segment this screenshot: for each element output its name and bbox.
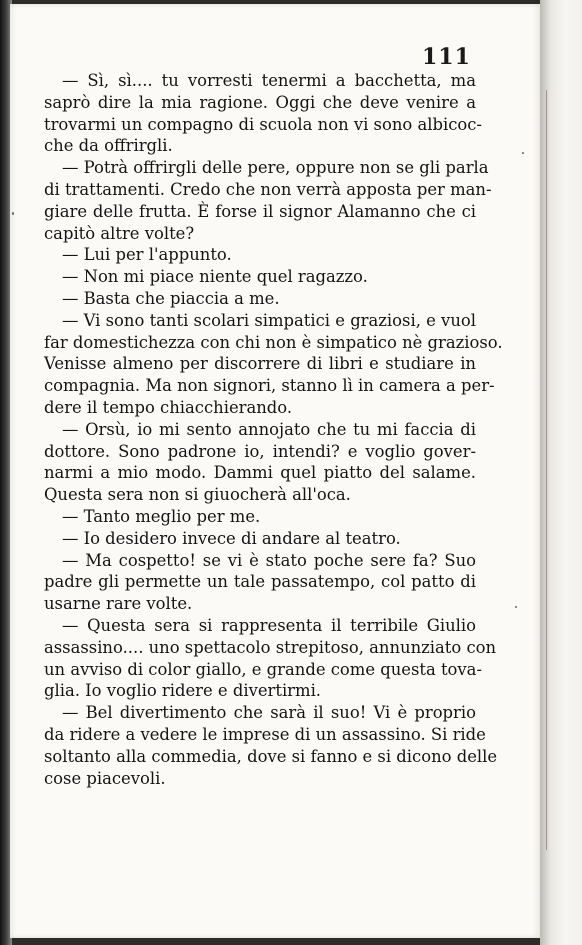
text-line: — Orsù, io mi sento annojato che tu mi faccia di [62, 419, 476, 439]
text-line: un avviso di color giallo, e grande come questa tova- [44, 659, 482, 679]
text-line: saprò dire la mia ragione. Oggi che deve venire a [44, 92, 476, 112]
text-line: usarne rare volte. [44, 594, 193, 614]
text-line: — Bel divertimento che sarà il suo! Vi è proprio [62, 703, 476, 723]
text-line: di trattamenti. Credo che non verrà apposta per man- [44, 179, 492, 199]
text-line: capitò altre volte? [44, 223, 195, 243]
text-line: giare delle frutta. È forse il signor Alamanno che ci [44, 201, 476, 221]
text-line: padre gli permette un tale passatempo, col patto di [44, 572, 476, 592]
body-text [44, 70, 503, 789]
page-edge-stack [540, 0, 582, 945]
text-line: da ridere a vedere le imprese di un assassino. Si ride [44, 724, 486, 744]
paper-speck [515, 606, 517, 608]
text-line: assassino.... uno spettacolo strepitoso, annunziato con [44, 637, 497, 657]
text-line: — Io desidero invece di andare al teatro. [62, 528, 401, 548]
paper-speck [522, 152, 524, 154]
text-line: che da offrirgli. [44, 136, 173, 156]
text-line: — Tanto meglio per me. [62, 506, 261, 526]
text-line: — Sì, sì.... tu vorresti tenermi a bacchetta, ma [62, 71, 476, 90]
page-edge-line [546, 90, 547, 850]
text-line: compagnia. Ma non signori, stanno lì in camera a per- [44, 376, 495, 396]
text-line: dere il tempo chiacchierando. [44, 397, 293, 417]
text-line: — Lui per l'appunto. [62, 245, 232, 265]
text-line: cose piacevoli. [44, 768, 166, 788]
text-line: soltanto alla commedia, dove si fanno e si dicono delle [44, 746, 498, 766]
text-line: — Questa sera si rappresenta il terribile Giulio [62, 615, 476, 635]
text-line: trovarmi un compagno di scuola non vi sono albicoc- [44, 114, 482, 134]
text-line: — Non mi piace niente quel ragazzo. [62, 267, 368, 287]
text-line: Venisse almeno per discorrere di libri e studiare in [44, 354, 476, 374]
page-number: 111 [422, 44, 471, 70]
text-line: — Basta che piaccia a me. [62, 288, 280, 308]
text-line: — Potrà offrirgli delle pere, oppure non se gli parla [62, 158, 489, 178]
text-line: glia. Io voglio ridere e divertirmi. [44, 681, 322, 701]
text-line: narmi a mio modo. Dammi quel piatto del salame. [44, 463, 476, 483]
text-line: far domestichezza con chi non è simpatico nè grazioso. [44, 332, 503, 352]
paper-speck [12, 212, 14, 215]
text-line: Questa sera non si giuocherà all'oca. [44, 485, 351, 505]
text-line: dottore. Sono padrone io, intendi? e voglio gover- [44, 441, 476, 461]
text-line: — Vi sono tanti scolari simpatici e graziosi, e vuol [62, 310, 476, 330]
text-line: — Ma cospetto! se vi è stato poche sere fa? Suo [62, 550, 476, 570]
